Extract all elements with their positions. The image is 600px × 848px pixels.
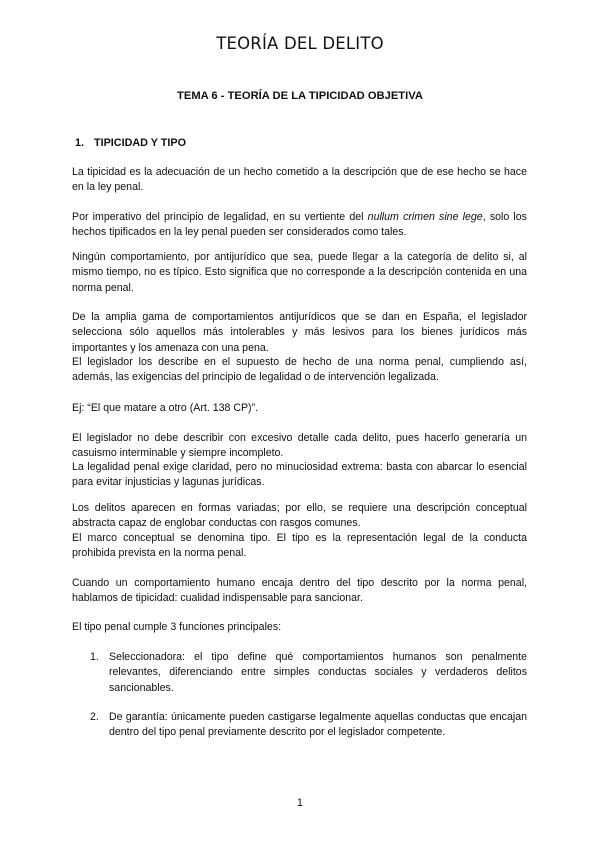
paragraph-11: Cuando un comportamiento humano encaja dentro del tipo descrito por la norma penal, hablamos de tipicidad: cualidad indispensable para sancionar. [72,577,527,605]
paragraph-2-end: , solo los hechos tipificados en la ley penal pueden ser considerados como tales. [72,211,527,239]
paragraph-2-start: Por imperativo del principio de legalidad, en su vertiente del [72,211,368,223]
list-item-text: Seleccionadora: el tipo define qué comportamientos humanos son penalmente relevantes, diferenciando entre simples conductas sociales y verdaderos delitos sancionables. [109,651,527,694]
paragraph-example: Ej: “El que matare a otro (Art. 138 CP)”. [72,402,259,414]
paragraph-1: La tipicidad es la adecuación de un hecho cometido a la descripción que de ese hecho se hace en la ley penal. [72,166,527,194]
list-item-text: De garantía: únicamente pueden castigarse legalmente aquellas conductas que encajan dentro del tipo penal previamente descrito por el legislador competente. [109,711,527,739]
latin-maxim: nullum crimen sine lege [367,211,483,223]
paragraph-8: La legalidad penal exige claridad, pero no minuciosidad extrema: basta con abarcar lo esencial para evitar injusticias y lagunas jurídicas. [72,461,527,489]
paragraph-4: De la amplia gama de comportamientos antijurídicos que se dan en España, el legislador selecciona sólo aquellos más intolerables y más lesivos para los bienes jurídicos más importantes y los amenaza con una pena. [72,311,527,354]
paragraph-7: El legislador no debe describir con excesivo detalle cada delito, pues hacerlo generaría un casuismo interminable y siempre incompleto. [72,432,527,460]
paragraph-10: El marco conceptual se denomina tipo. El tipo es la representación legal de la conducta prohibida prevista en la norma penal. [72,532,527,560]
list-item-number: 2. [90,711,99,723]
paragraph-2 [72,210,527,241]
paragraph-3: Ningún comportamiento, por antijurídico que sea, puede llegar a la categoría de delito si, al mismo tiempo, no es típico. Esto significa que no corresponde a la descripción contenida en una norma penal. [72,251,527,294]
paragraph-9: Los delitos aparecen en formas variadas; por ello, se requiere una descripción conceptual abstracta capaz de englobar conductas con rasgos comunes. [72,502,527,530]
page-number: 1 [297,797,303,809]
list-item [90,650,527,696]
list-item-number: 1. [90,651,99,663]
section-heading [75,137,186,149]
paragraph-5: El legislador los describe en el supuesto de hecho de una norma penal, cumpliendo así, además, las exigencias del principio de legalidad o de intervención legalizada. [72,356,527,384]
running-header: TEORÍA DEL DELITO [216,34,384,53]
list-item [90,710,527,741]
document-title: TEMA 6 - TEORÍA DE LA TIPICIDAD OBJETIVA [177,90,423,102]
paragraph-12: El tipo penal cumple 3 funciones principales: [72,621,282,633]
section-title: TIPICIDAD Y TIPO [94,137,186,149]
section-number: 1. [75,137,85,149]
